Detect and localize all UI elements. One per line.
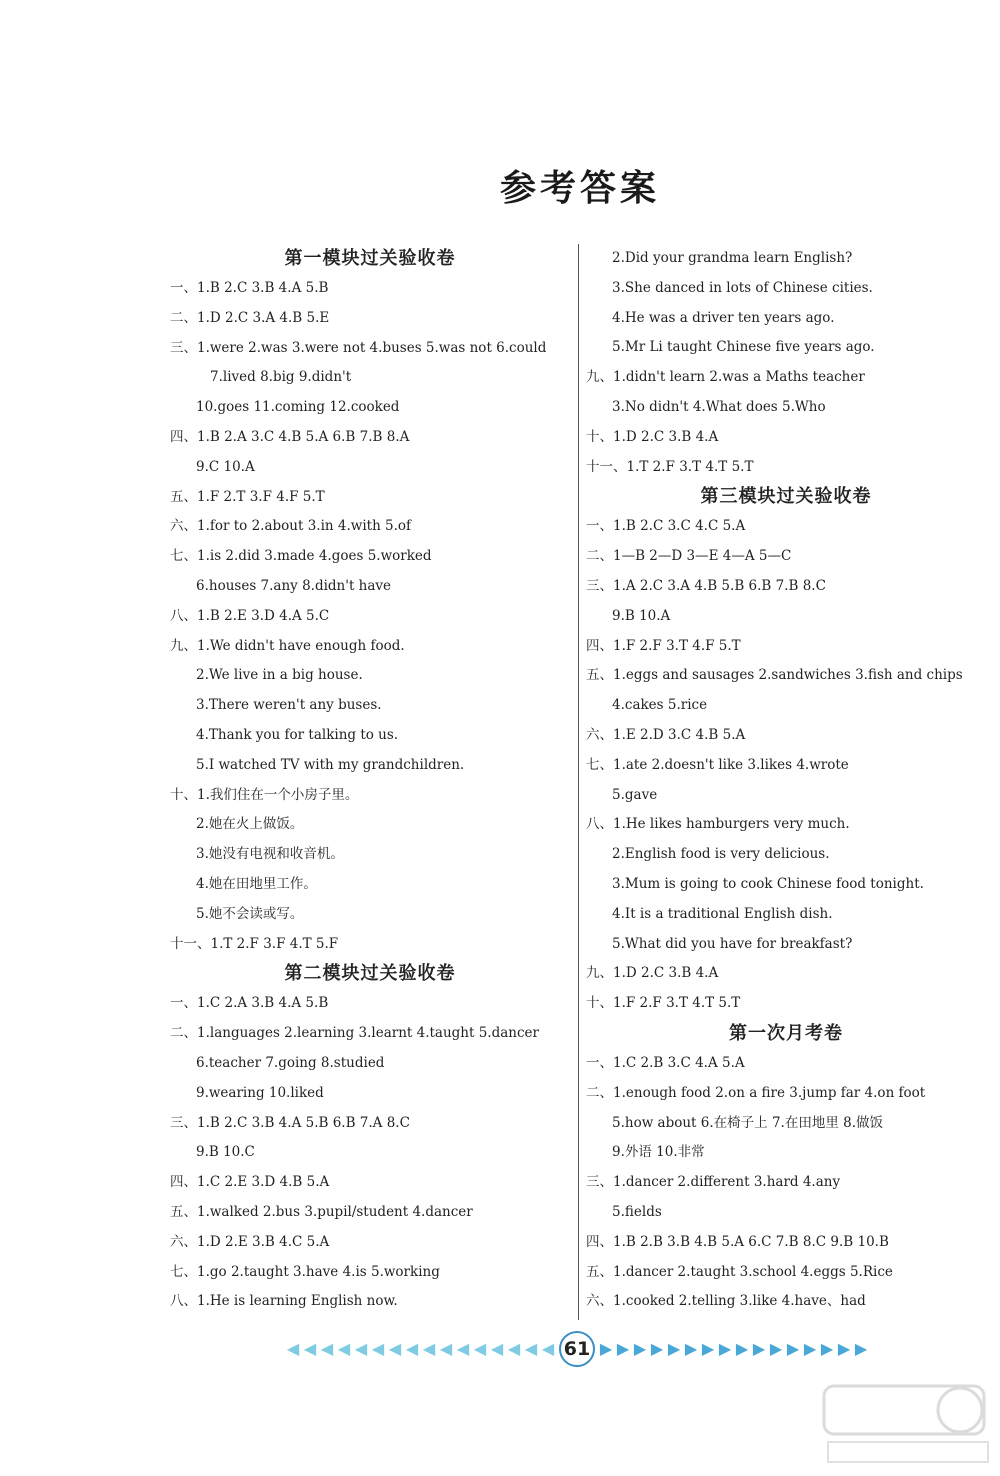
answer-line: 5.What did you have for breakfast? xyxy=(612,935,853,952)
answer-line: 四、1.F 2.F 3.T 4.F 5.T xyxy=(586,637,741,654)
right-arrow-decoration: ▶ ▶ ▶ ▶ ▶ ▶ ▶ ▶ ▶ ▶ ▶ ▶ ▶ ▶ ▶ ▶ xyxy=(599,1339,868,1358)
answer-line: 三、1.A 2.C 3.A 4.B 5.B 6.B 7.B 8.C xyxy=(586,577,826,594)
answer-line: 九、1.D 2.C 3.B 4.A xyxy=(586,965,719,982)
answer-line: 六、1.E 2.D 3.C 4.B 5.A xyxy=(586,726,746,743)
answer-line: 六、1.cooked 2.telling 3.like 4.have、had xyxy=(586,1293,866,1310)
answer-line: 9.外语 10.非常 xyxy=(612,1144,705,1161)
section-heading: 第一次月考卷 xyxy=(729,1022,843,1044)
page-footer xyxy=(262,1334,892,1364)
answer-line: 6.houses 7.any 8.didn't have xyxy=(196,577,392,594)
left-arrow-decoration: ◀ ◀ ◀ ◀ ◀ ◀ ◀ ◀ ◀ ◀ ◀ ◀ ◀ ◀ ◀ ◀ xyxy=(286,1339,555,1358)
page-number: 61 xyxy=(559,1331,595,1367)
page-title: 参考答案 xyxy=(499,167,660,209)
answer-line: 5.Mr Li taught Chinese five years ago. xyxy=(612,339,875,356)
answer-line: 二、1.D 2.C 3.A 4.B 5.E xyxy=(170,309,330,326)
answer-line: 七、1.go 2.taught 3.have 4.is 5.working xyxy=(170,1263,440,1280)
answer-line: 9.wearing 10.liked xyxy=(196,1084,324,1101)
answer-line: 三、1.were 2.was 3.were not 4.buses 5.was not 6.could xyxy=(170,339,547,356)
answer-line: 一、1.C 2.B 3.C 4.A 5.A xyxy=(586,1054,745,1071)
answer-line: 八、1.B 2.E 3.D 4.A 5.C xyxy=(170,607,330,624)
answer-line: 2.Did your grandma learn English? xyxy=(612,250,853,266)
answer-line: 5.fields xyxy=(612,1203,662,1220)
answer-line: 十、1.我们住在一个小房子里。 xyxy=(170,786,359,803)
answer-line: 5.她不会读或写。 xyxy=(196,905,304,922)
section-heading: 第一模块过关验收卷 xyxy=(284,248,456,269)
answer-line: 3.她没有电视和收音机。 xyxy=(196,846,344,863)
answer-line: 十、1.F 2.F 3.T 4.T 5.T xyxy=(586,995,741,1012)
answer-line: 6.teacher 7.going 8.studied xyxy=(196,1054,385,1071)
answer-line: 八、1.He likes hamburgers very much. xyxy=(586,816,850,833)
watermark-logo xyxy=(820,1380,995,1470)
answer-line: 7.lived 8.big 9.didn't xyxy=(210,369,352,386)
answer-line: 五、1.eggs and sausages 2.sandwiches 3.fish and chips xyxy=(586,667,963,684)
answer-line: 9.B 10.A xyxy=(612,607,671,624)
section-heading: 第二模块过关验收卷 xyxy=(284,963,456,985)
answer-column-left xyxy=(170,244,570,1317)
answer-line: 4.He was a driver ten years ago. xyxy=(612,309,835,326)
answer-line: 9.C 10.A xyxy=(196,458,255,475)
answer-line: 七、1.ate 2.doesn't like 3.likes 4.wrote xyxy=(586,756,849,773)
answer-line: 2.We live in a big house. xyxy=(196,667,363,684)
answer-line: 九、1.We didn't have enough food. xyxy=(170,637,405,654)
answer-line: 二、1.enough food 2.on a fire 3.jump far 4.on foot xyxy=(586,1084,926,1101)
answer-column-right xyxy=(586,244,986,1317)
answer-line: 五、1.walked 2.bus 3.pupil/student 4.dancer xyxy=(170,1203,473,1220)
answer-line: 3.Mum is going to cook Chinese food tonight. xyxy=(612,875,924,892)
answer-line: 4.Thank you for talking to us. xyxy=(196,726,399,743)
section-heading: 第三模块过关验收卷 xyxy=(700,486,872,508)
answer-line: 十、1.D 2.C 3.B 4.A xyxy=(586,428,719,445)
answer-line: 4.cakes 5.rice xyxy=(612,697,708,714)
answer-line: 九、1.didn't learn 2.was a Maths teacher xyxy=(586,369,865,386)
answer-line: 一、1.C 2.A 3.B 4.A 5.B xyxy=(170,995,329,1012)
answer-line: 十一、1.T 2.F 3.F 4.T 5.F xyxy=(170,935,339,952)
answer-line: 二、1—B 2—D 3—E 4—A 5—C xyxy=(586,548,792,565)
answer-line: 3.No didn't 4.What does 5.Who xyxy=(612,398,826,415)
answer-line: 二、1.languages 2.learning 3.learnt 4.taught 5.dancer xyxy=(170,1025,539,1042)
answer-line: 4.她在田地里工作。 xyxy=(196,875,317,892)
answer-line: 五、1.F 2.T 3.F 4.F 5.T xyxy=(170,488,325,505)
answer-line: 3.She danced in lots of Chinese cities. xyxy=(612,279,873,296)
answer-line: 5.how about 6.在椅子上 7.在田地里 8.做饭 xyxy=(612,1114,884,1131)
answer-line: 五、1.dancer 2.taught 3.school 4.eggs 5.Rice xyxy=(586,1263,893,1280)
answer-line: 六、1.for to 2.about 3.in 4.with 5.of xyxy=(170,518,412,535)
answer-line: 一、1.B 2.C 3.B 4.A 5.B xyxy=(170,280,329,296)
answer-line: 十一、1.T 2.F 3.T 4.T 5.T xyxy=(586,458,754,475)
answer-line: 5.gave xyxy=(612,786,658,803)
answer-line: 七、1.is 2.did 3.made 4.goes 5.worked xyxy=(170,548,432,565)
answer-line: 八、1.He is learning English now. xyxy=(170,1293,398,1310)
answer-line: 六、1.D 2.E 3.B 4.C 5.A xyxy=(170,1233,330,1250)
answer-line: 9.B 10.C xyxy=(196,1144,255,1161)
answer-line: 四、1.B 2.B 3.B 4.B 5.A 6.C 7.B 8.C 9.B 10.B xyxy=(586,1233,889,1250)
answer-line: 10.goes 11.coming 12.cooked xyxy=(196,399,400,416)
answer-line: 2.English food is very delicious. xyxy=(612,846,830,863)
answer-line: 四、1.C 2.E 3.D 4.B 5.A xyxy=(170,1174,330,1191)
answer-line: 一、1.B 2.C 3.C 4.C 5.A xyxy=(586,518,746,535)
answer-line: 四、1.B 2.A 3.C 4.B 5.A 6.B 7.B 8.A xyxy=(170,428,410,445)
answer-line: 5.I watched TV with my grandchildren. xyxy=(196,756,465,773)
answer-line: 3.There weren't any buses. xyxy=(196,697,382,714)
answer-line: 三、1.B 2.C 3.B 4.A 5.B 6.B 7.A 8.C xyxy=(170,1114,410,1131)
answer-line: 三、1.dancer 2.different 3.hard 4.any xyxy=(586,1174,841,1191)
answer-line: 4.It is a traditional English dish. xyxy=(612,905,833,922)
answer-line: 2.她在火上做饭。 xyxy=(196,816,304,833)
column-divider xyxy=(578,244,579,1320)
